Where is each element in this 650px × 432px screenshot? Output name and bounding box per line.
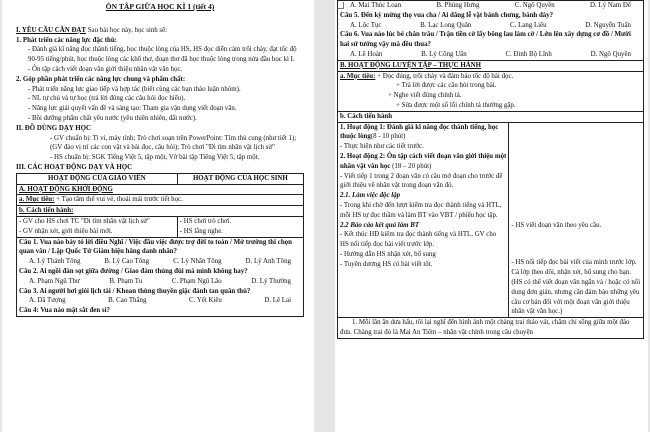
- activities-table: [16, 173, 304, 317]
- option: D. Lê Lai: [264, 297, 291, 305]
- table-row: [17, 184, 304, 195]
- question-1: Câu 1. Vua nào bày tỏ lời điều Nghĩ / Việc đầu việc được trợ đời to toàn / Mở trường thi chọn quan văn / Lập Quốc Tử Giám hiệu hăng danh nhân?: [19, 238, 292, 256]
- option: A. Lộc Tục: [350, 21, 382, 29]
- activity-2-time: (18 – 20 phút): [392, 162, 432, 170]
- student-step: - HS lắng nghe.: [179, 227, 223, 235]
- section-2-heading: II. ĐỒ DÙNG DẠY HỌC: [16, 124, 91, 132]
- objective-text: + Trả lời được các câu hỏi trong bài.: [396, 82, 497, 90]
- paragraph: - HS chuẩn bị: SGK Tiếng Việt 5, tập một, Vở bài tập Tiếng Việt 5, tập một.: [50, 154, 260, 162]
- option: A. Lê Hoàn: [350, 50, 383, 58]
- option: C. Lý Nhân Tông: [173, 258, 222, 266]
- activity-1-note: - Thực hiện như các tiết trước.: [340, 143, 424, 151]
- procedure-label: b. Cách tiến hành:: [17, 206, 304, 217]
- question-5-options: [340, 21, 641, 31]
- option: B. Phạm Tu: [109, 277, 143, 285]
- student-cell: [509, 122, 644, 318]
- section-1-heading: I. YÊU CẦU CẦN ĐẠT: [16, 26, 86, 34]
- document-page-2: [335, 0, 648, 432]
- option: B. Lý Công Uẩn: [421, 50, 467, 58]
- section-1-intro: Sau bài học này, học sinh sẽ:: [86, 26, 168, 34]
- question-4-options: [340, 1, 641, 11]
- subsection-2-2: 2.2 Báo cáo kết quả làm BT: [340, 221, 420, 229]
- section-3-heading: III. CÁC HOẠT ĐỘNG DẠY VÀ HỌC: [16, 163, 133, 171]
- sample-text-cell: [338, 318, 644, 339]
- table-row: [338, 111, 644, 122]
- teacher-cell: [17, 216, 178, 237]
- option: C. Lang Liêu: [510, 21, 547, 29]
- objective-cell: [338, 71, 644, 111]
- option: C. Yết Kiêu: [188, 297, 222, 305]
- table-row: [338, 60, 644, 71]
- option: D. Lý Thường: [251, 277, 291, 285]
- option: D. Ngô Quyền: [590, 50, 631, 58]
- objective-label: a. Mục tiêu:: [340, 72, 376, 80]
- paragraph: - Bồi dưỡng phẩm chất yêu nước (yêu thiên nhiên, đất nước).: [28, 114, 197, 122]
- subsection-1-1: 1. Phát triển các năng lực đặc thù:: [16, 36, 117, 44]
- subsection-2-2-text: - Tuyên dương HS có bài viết tốt.: [340, 260, 433, 268]
- option: C. Phạm Ngũ Lão: [171, 277, 222, 285]
- option: A. Lý Thánh Tông: [29, 258, 81, 266]
- objective-label: a. Mục tiêu:: [19, 196, 55, 204]
- section-1-heading-line: [16, 26, 304, 36]
- option: D. Lý Anh Tông: [245, 258, 291, 266]
- table-row: [338, 71, 644, 111]
- quiz-cell: [17, 237, 304, 316]
- activity-1-time: (8 - 10 phút): [370, 133, 406, 141]
- teacher-step: - GV nhận xét, giới thiệu bài mới.: [19, 227, 113, 235]
- option: B. Cao Thắng: [108, 297, 147, 305]
- objective-text: + Nghe viết đúng chính tả.: [388, 92, 462, 100]
- document-page-1: [2, 0, 314, 432]
- subsection-2-2-text: - Hướng dẫn HS nhận xét, bổ sung: [340, 250, 436, 258]
- option: D. Lý Nam Đế: [590, 2, 631, 9]
- paragraph: - NL tự chủ và tự học (trả lời đúng các câu hỏi đọc hiểu).: [28, 95, 186, 103]
- procedure-label: b. Cách tiến hành: [338, 111, 644, 122]
- student-cell: [177, 216, 303, 237]
- activity-2-text: - Viết tiếp 1 trong 2 đoạn văn có câu mở đoạn cho trước để giới thiệu về nhân vật trong đoạn văn đó.: [340, 172, 503, 190]
- paragraph: - Phát triển năng lực giao tiếp và hợp tác (biết cùng các bạn thảo luận nhóm).: [28, 85, 241, 93]
- page-title: ÔN TẬP GIỮA HỌC KÌ 1 (tiết 4): [105, 2, 215, 11]
- paragraph: - Năng lực giải quyết vấn đề và sáng tạo: Tham gia vận dụng viết đoạn văn.: [28, 105, 237, 113]
- question-2: Câu 2. Ai ngồi đàn sọt giữa đường / Giao đảm thủng đùi mà mình không hay?: [19, 267, 248, 275]
- subsection-2-1-text: - Trong khi chờ đến lượt kiểm tra đọc thành tiếng và HTL, mỗi HS tự đọc thầm và làm BT vào VBT / phiếu học tập.: [340, 201, 502, 219]
- objective-cell: [17, 195, 304, 206]
- question-3-options: [19, 296, 301, 306]
- table-row: [17, 237, 304, 316]
- header-student: HOẠT ĐỘNG CỦA HỌC SINH: [177, 173, 303, 184]
- activity-2-title: 2. Hoạt động 2: Ôn tập cách viết đoạn văn giới thiệu một nhân vật văn học: [340, 152, 507, 170]
- page-2-content: [337, 0, 644, 339]
- sample-paragraph: 1. Mỗi lần ăn dưa hấu, tôi lại nghĩ đến hình ảnh một chàng trai thảo vát, chăm chỉ sống giữa một đảo đưa. Chàng trai đó là Mai An Tiêm – nhân vật chính trong câu chuyện: [340, 319, 630, 336]
- option: A. Mai Thúc Loan: [350, 2, 402, 9]
- section-b-title: B. HOẠT ĐỘNG LUYỆN TẬP – THỰC HÀNH: [338, 60, 644, 71]
- section-a-title: A. HOẠT ĐỘNG KHỞI ĐỘNG: [17, 184, 304, 195]
- question-4: Câu 4: Vua nào mặt sắt đen sì?: [19, 307, 110, 315]
- table-row: [17, 206, 304, 217]
- page-1-content: [16, 2, 304, 317]
- paragraph: - Ôn tập cách viết đoạn văn giới thiệu nhân vật văn học.: [28, 65, 183, 73]
- question-1-options: [19, 257, 301, 267]
- question-2-options: [19, 277, 301, 287]
- activity-1-title: 1. Hoạt động 1: Đánh giá kĩ năng đọc thành tiếng, học thuộc lòng: [340, 123, 499, 141]
- quiz-cell: [338, 1, 644, 61]
- objective-text: + Sửa được một số lỗi chính tả thường gặp.: [396, 101, 516, 109]
- teacher-step: - GV cho HS chơi TC "Đi tìm nhân vật lịch sử": [19, 217, 150, 225]
- option: C. Đinh Bộ Lĩnh: [505, 50, 552, 58]
- table-row: [17, 216, 304, 237]
- option: B. Phùng Hưng: [436, 2, 480, 9]
- student-step: - HS chơi trò chơi.: [179, 217, 232, 225]
- table-row: [338, 1, 644, 61]
- objective-text: + Tạo tâm thế vui vẻ, thoải mái trước tiết học.: [54, 196, 183, 204]
- subsection-2-2-text: - Kết thúc HĐ kiểm tra đọc thành tiếng và HTL, GV cho HS nối tiếp đọc bài viết trước lớp.: [340, 231, 497, 249]
- activities-table-continued: [337, 0, 644, 339]
- question-6-options: [340, 50, 641, 60]
- student-step: - HS viết đoạn văn theo yêu cầu.: [511, 221, 602, 229]
- table-row: [17, 195, 304, 206]
- option: B. Lý Cao Tông: [104, 258, 150, 266]
- option: C. Ngô Quyền: [514, 2, 555, 9]
- subsection-1-2: 2. Góp phần phát triển các năng lực chung và phẩm chất:: [16, 75, 186, 83]
- teacher-cell: [338, 122, 509, 318]
- option: D. Nguyễn Tuấn: [585, 21, 631, 29]
- table-row: [338, 122, 644, 318]
- question-5: Câu 5. Đến kỳ mừng thọ vua cha / Ai dâng lễ vật bánh chưng, bánh dày?: [340, 11, 554, 19]
- option: B. Lạc Long Quân: [420, 21, 472, 29]
- objective-text: + Đọc đúng, trôi chảy và đảm bảo tốc độ bài đọc.: [375, 72, 514, 80]
- table-row: [338, 318, 644, 339]
- table-header-row: [17, 173, 304, 184]
- question-3: Câu 3. Ai người hơi giỏi lịch tài / Khoan thùng thuyền giặc đánh tan quân thù?: [19, 287, 251, 295]
- question-6: Câu 6. Vua nào lúc bé chăn trâu / Trận tiền cờ lấy bông lau làm cờ / Lớn lên xây dựng cơ đồ / Mười hai sứ tướng vậy mà đều thua?: [340, 31, 631, 49]
- subsection-2-1: 2.1. Làm việc độc lập: [340, 192, 401, 200]
- paragraph: - Đánh giá kĩ năng đọc thành tiếng, học thuộc lòng của HS, HS đọc diễn cảm trôi chảy, đạt tốc độ 90-95 tiếng/phút, học thuộc lòng các khổ thơ, đoạn thơ đã học thuộc lòng trong nửa đầu học kì I.: [28, 46, 297, 64]
- option: A. Dã Tượng: [29, 297, 66, 305]
- student-step: - HS nối tiếp đọc bài viết của mình trước lớp. Cả lớp theo dõi, nhận xét, bổ sung cho bạn.: [511, 259, 637, 277]
- student-step: (HS có thể viết đoạn văn ngắn và / hoặc có nối dung đơn giản, nhưng cần đảm bảo những yêu cầu cơ bản đối với một đoạn văn giới thiệu nhân vật văn học.): [511, 278, 641, 316]
- option: A. Phạm Ngũ Thư: [29, 277, 80, 285]
- header-teacher: HOẠT ĐỘNG CỦA GIÁO VIÊN: [17, 173, 178, 184]
- paragraph: - GV chuẩn bị: Ti vi, máy tính; Trò chơi soạn trên PowerPoint: Tìm thủ cung (như tiết 1); (GV đảo vị trí các con vật và bài đọc, câu hỏi); Trò chơi "Đi tìm nhân vật lịch sử": [50, 134, 297, 152]
